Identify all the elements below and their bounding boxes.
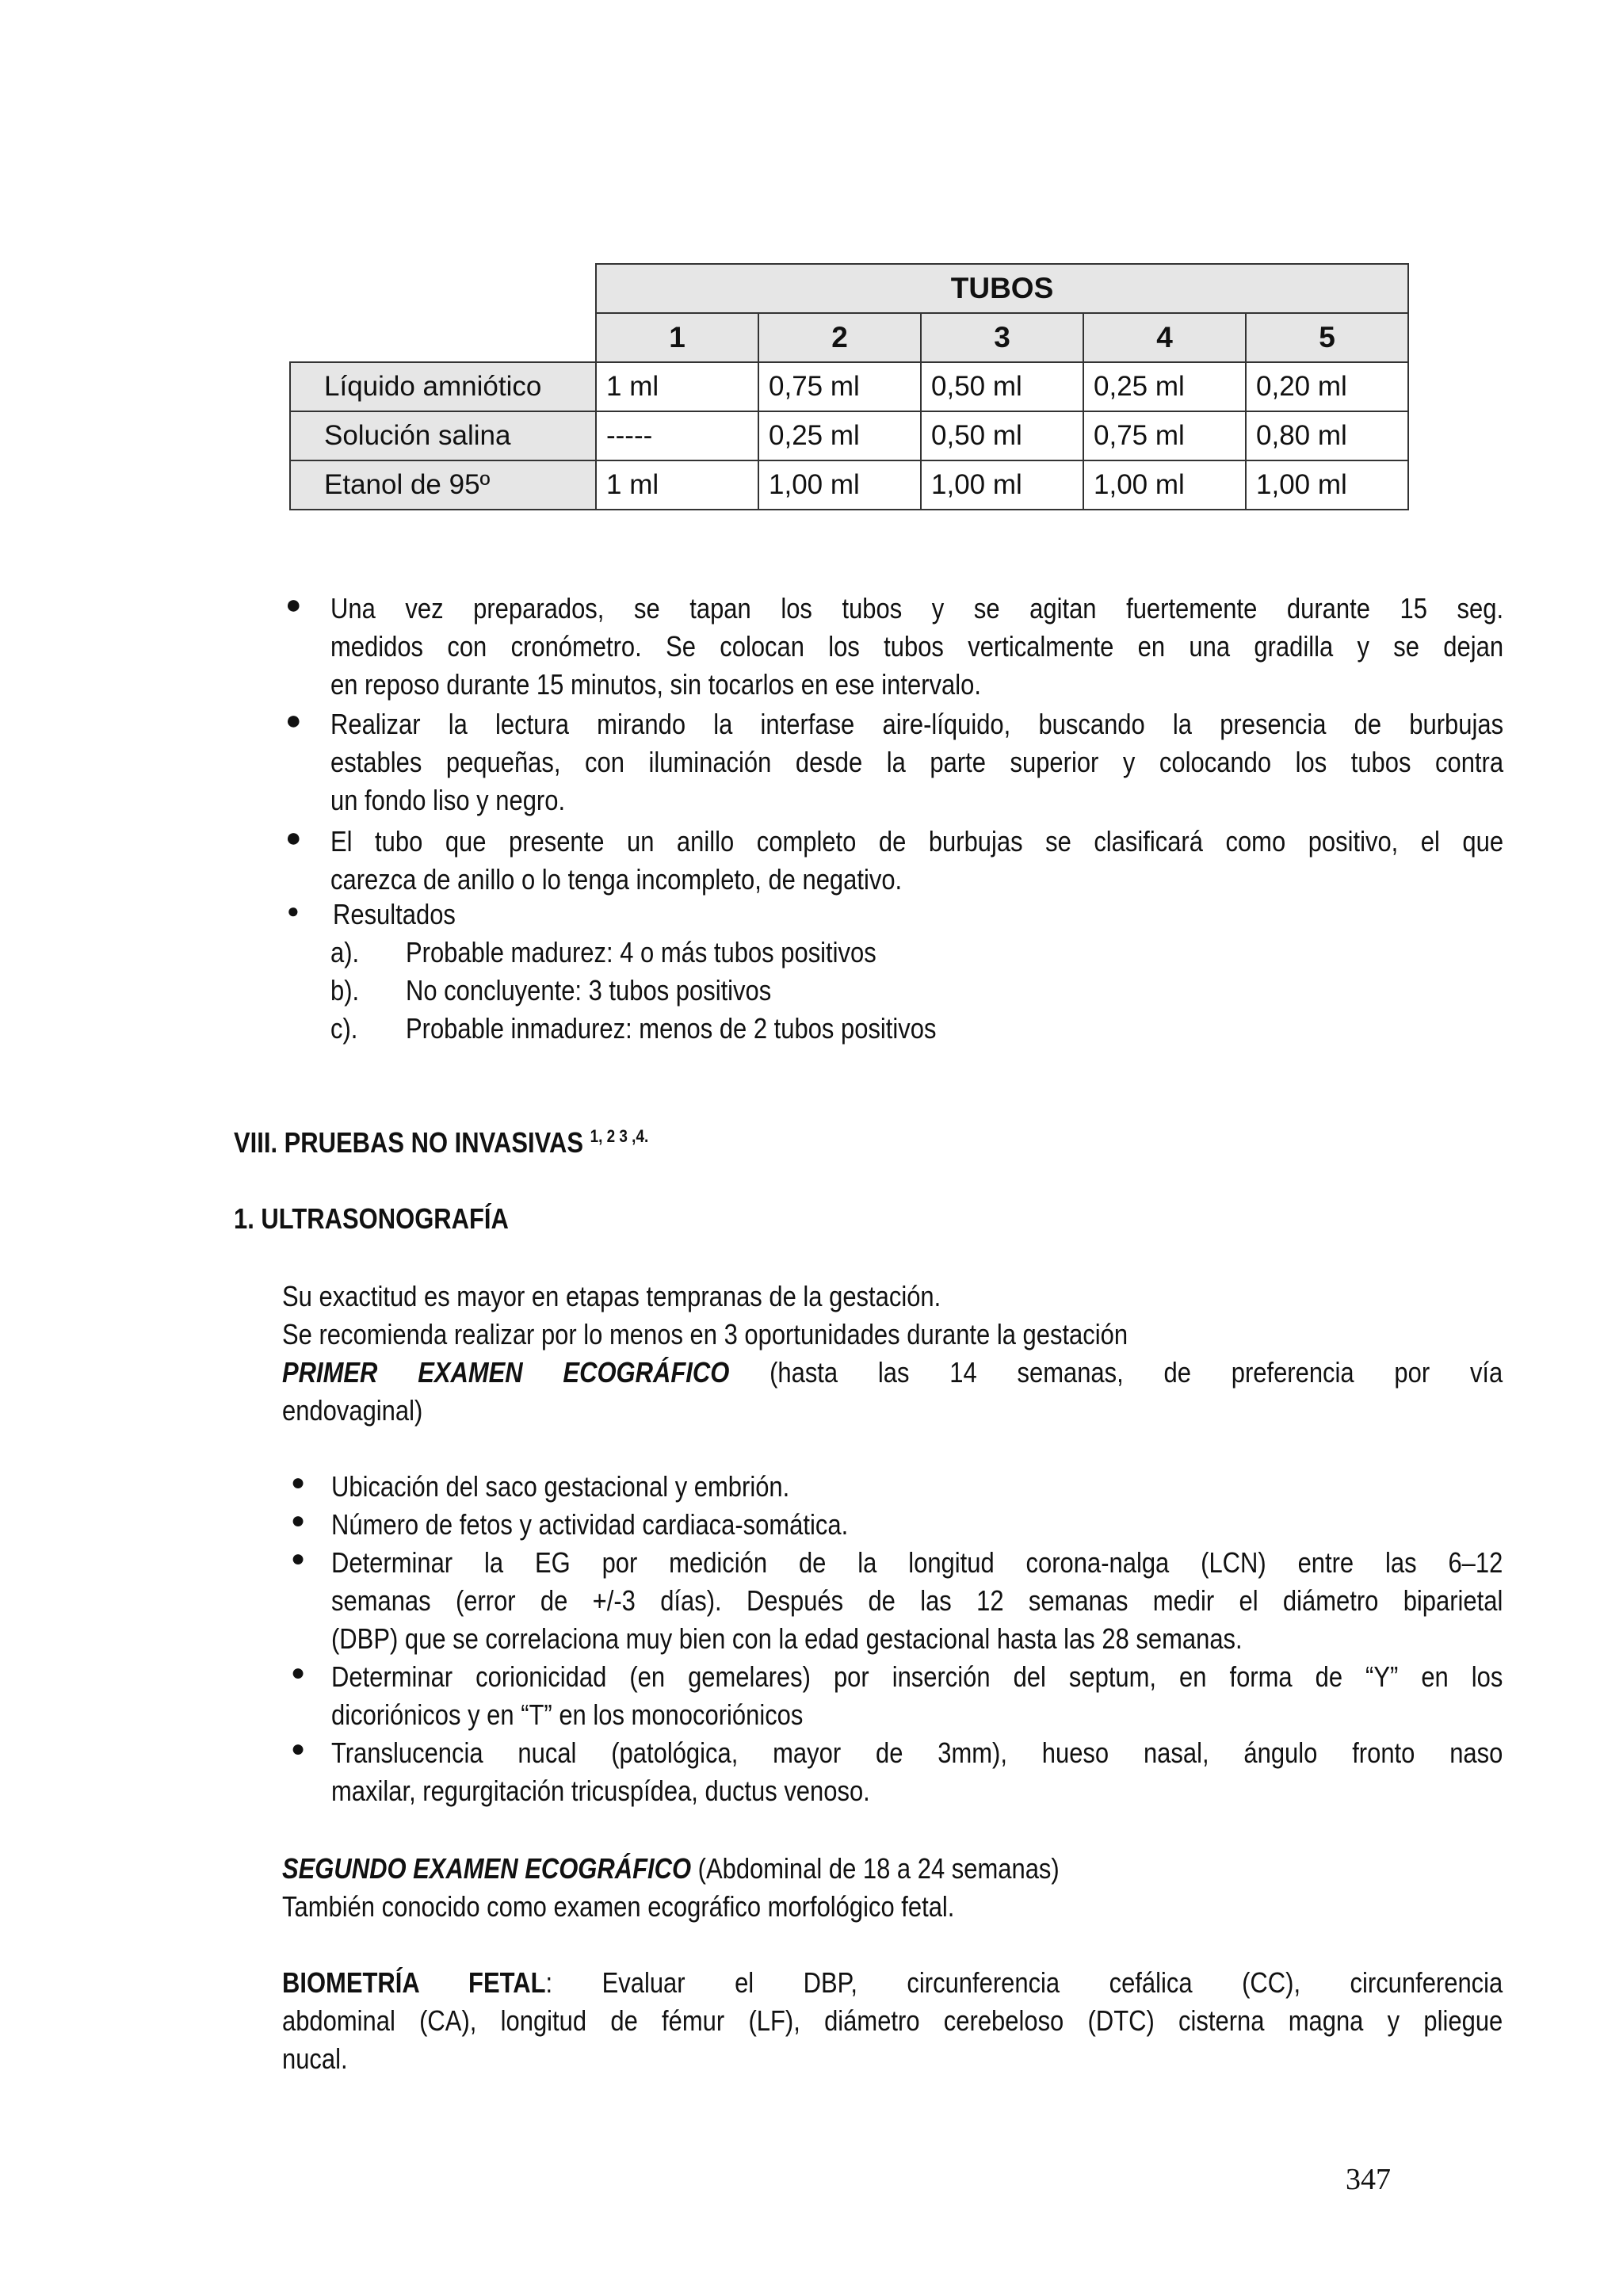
- intro-line-1: Su exactitud es mayor en etapas tempranas de la gestación.: [282, 1280, 941, 1312]
- results-label: Resultados: [333, 898, 456, 930]
- bullet-icon: ●: [285, 705, 302, 735]
- table-cell: 0,25 ml: [758, 411, 921, 460]
- table-cell: 1,00 ml: [1083, 460, 1246, 510]
- column-header: 3: [921, 313, 1083, 362]
- bullet-icon: ●: [287, 899, 300, 923]
- table-cell: -----: [596, 411, 758, 460]
- table-cell: 1,00 ml: [921, 460, 1083, 510]
- section-heading: VIII. PRUEBAS NO INVASIVAS $^{1, 2 3 ,4.}$: [234, 1126, 649, 1159]
- table-cell: 1,00 ml: [1246, 460, 1408, 510]
- column-header: 2: [758, 313, 921, 362]
- table-row: [290, 460, 1408, 510]
- table-cell: 0,75 ml: [758, 362, 921, 411]
- row-label: Líquido amniótico: [290, 362, 596, 411]
- tubes-table: [289, 263, 1409, 510]
- procedure-bullet-2: Realizar la lectura mirando la interfase aire-líquido, buscando la presencia de burbujas estables pequeñas, con iluminación desde la parte superior y colocando los tubos contra un fondo liso y negro.: [330, 708, 1504, 816]
- result-text: Probable madurez: 4 o más tubos positivos: [406, 936, 876, 968]
- first-exam-paragraph: PRIMER EXAMEN ECOGRÁFICO (hasta las 14 semanas, de preferencia por vía endovaginal): [282, 1356, 1503, 1427]
- column-header: 5: [1246, 313, 1408, 362]
- result-text: Probable inmadurez: menos de 2 tubos positivos: [406, 1012, 937, 1045]
- sub-heading: 1. ULTRASONOGRAFÍA: [234, 1202, 509, 1235]
- second-exam-heading: SEGUNDO EXAMEN ECOGRÁFICO (Abdominal de 18 a 24 semanas): [282, 1852, 1060, 1885]
- procedure-bullet-3: El tubo que presente un anillo completo de burbujas se clasificará como positivo, el que carezca de anillo o lo tenga incompleto, de negativo.: [330, 825, 1504, 896]
- bullet-icon: ●: [285, 590, 302, 620]
- bullet-icon: ●: [285, 823, 302, 853]
- bullet-icon: ●: [291, 1469, 306, 1496]
- first-exam-item: Determinar corionicidad (en gemelares) por inserción del septum, en forma de “Y” en los dicoriónicos y en “T” en los monocoriónicos: [331, 1660, 1503, 1731]
- biometry-title: BIOMETRÍA FETAL: [282, 1966, 546, 1999]
- first-exam-item: Determinar la EG por medición de la longitud corona-nalga (LCN) entre las 6–12 semanas (error de +/-3 días). Después de las 12 semanas medir el diámetro biparietal (DBP) que se correlaciona muy bien con la edad gestacional hasta las 28 semanas.: [331, 1546, 1503, 1655]
- row-label: Solución salina: [290, 411, 596, 460]
- row-label: Etanol de 95º: [290, 460, 596, 510]
- result-letter: b).: [330, 974, 360, 1007]
- first-exam-item: Translucencia nucal (patológica, mayor de 3mm), hueso nasal, ángulo fronto naso maxilar, regurgitación tricuspídea, ductus venoso.: [331, 1736, 1503, 1807]
- heading-references: 1, 2 3 ,4.: [590, 1126, 649, 1146]
- second-exam-description: También conocido como examen ecográfico morfológico fetal.: [282, 1890, 955, 1923]
- column-header: 4: [1083, 313, 1246, 362]
- bullet-icon: ●: [291, 1660, 306, 1686]
- column-header: 1: [596, 313, 758, 362]
- bullet-icon: ●: [291, 1736, 306, 1762]
- table-header-row: [290, 313, 1408, 362]
- procedure-bullet-1: Una vez preparados, se tapan los tubos y se agitan fuertemente durante 15 seg. medidos con cronómetro. Se colocan los tubos verticalmente en una gradilla y se dejan en reposo durante 15 minutos, sin tocarlos en ese intervalo.: [330, 592, 1504, 701]
- table-row: [290, 362, 1408, 411]
- table-title: TUBOS: [596, 264, 1408, 313]
- page-number: 347: [1346, 2163, 1391, 2196]
- table-cell: 0,20 ml: [1246, 362, 1408, 411]
- first-exam-item: Número de fetos y actividad cardiaca-somática.: [331, 1508, 849, 1541]
- first-exam-title: PRIMER EXAMEN ECOGRÁFICO: [282, 1356, 730, 1389]
- table-cell: 0,25 ml: [1083, 362, 1246, 411]
- second-exam-title: SEGUNDO EXAMEN ECOGRÁFICO: [282, 1852, 692, 1885]
- bullet-icon: ●: [291, 1545, 306, 1572]
- table-cell: 0,75 ml: [1083, 411, 1246, 460]
- table-cell: 1,00 ml: [758, 460, 921, 510]
- result-letter: c).: [330, 1012, 358, 1045]
- table-cell: 1 ml: [596, 362, 758, 411]
- table-cell: 0,50 ml: [921, 411, 1083, 460]
- result-letter: a).: [330, 936, 360, 968]
- table-cell: 0,80 ml: [1246, 411, 1408, 460]
- intro-line-2: Se recomienda realizar por lo menos en 3 oportunidades durante la gestación: [282, 1318, 1128, 1350]
- first-exam-item: Ubicación del saco gestacional y embrión.: [331, 1470, 790, 1503]
- table-row: [290, 411, 1408, 460]
- table-cell: 0,50 ml: [921, 362, 1083, 411]
- bullet-icon: ●: [291, 1507, 306, 1534]
- biometry-paragraph: BIOMETRÍA FETAL: Evaluar el DBP, circunferencia cefálica (CC), circunferencia abdominal (CA), longitud de fémur (LF), diámetro cerebeloso (DTC) cisterna magna y pliegue nucal.: [282, 1966, 1503, 2075]
- table-cell: 1 ml: [596, 460, 758, 510]
- result-text: No concluyente: 3 tubos positivos: [406, 974, 772, 1007]
